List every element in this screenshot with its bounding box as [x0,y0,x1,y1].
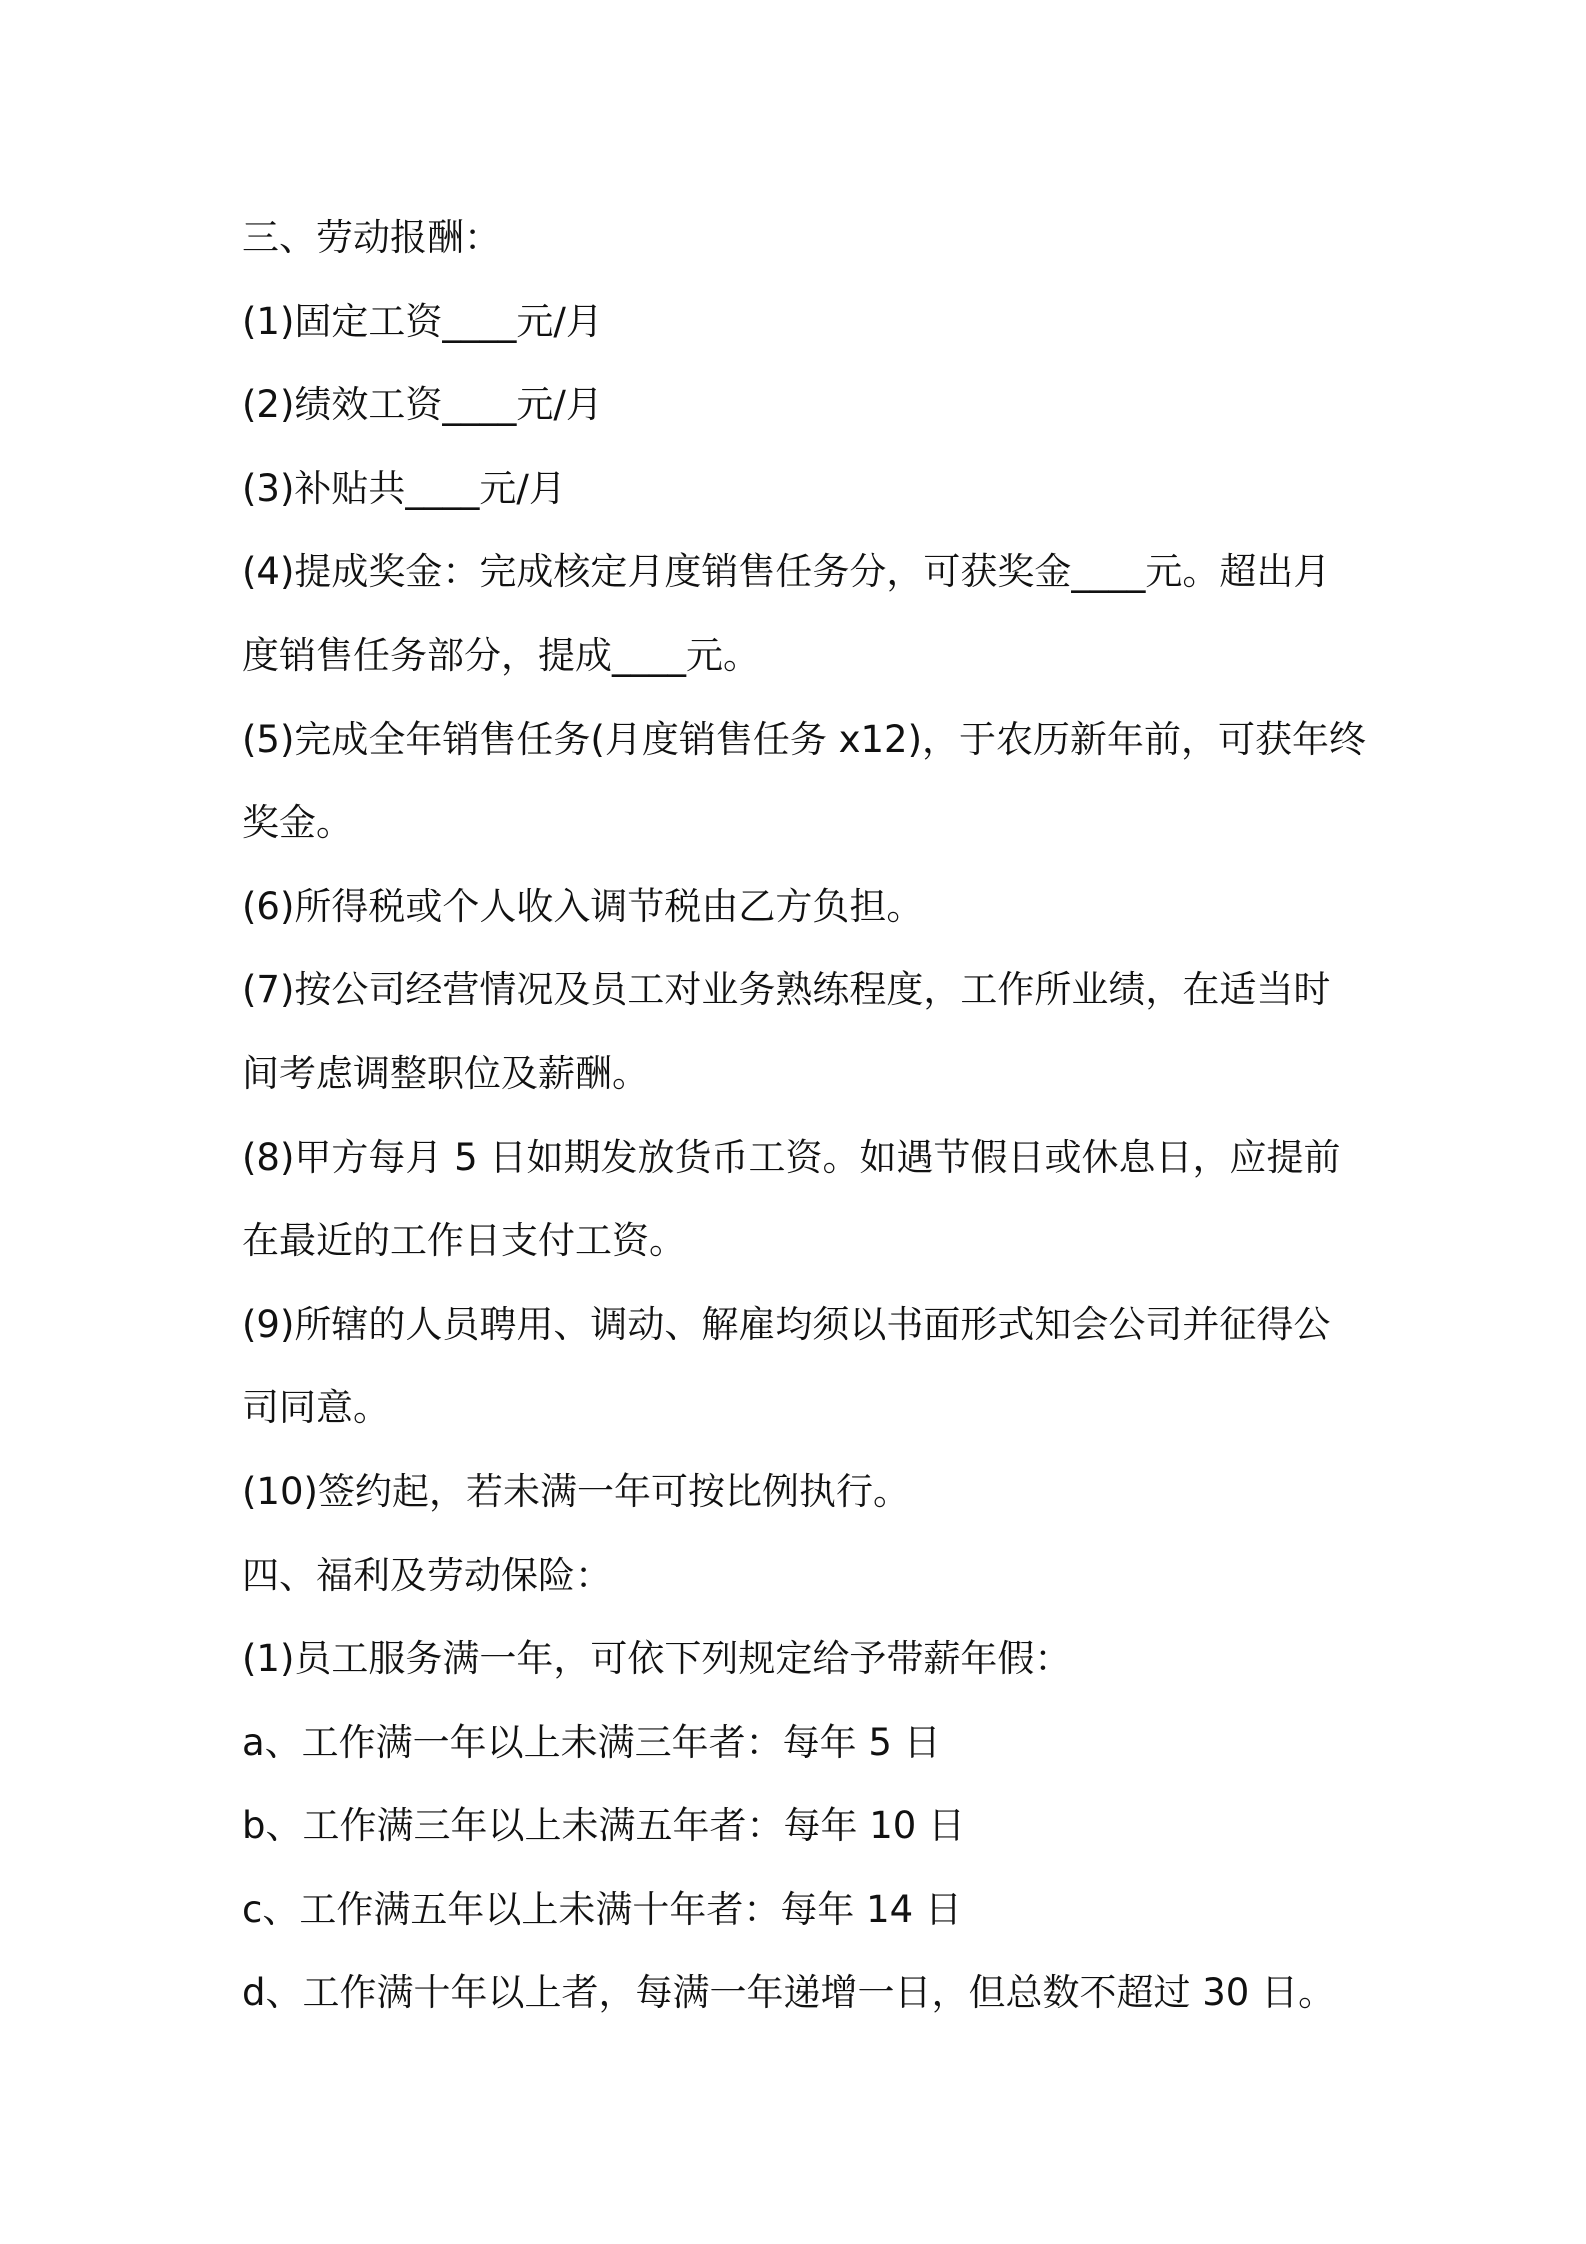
leave-rule-b: b、工作满三年以上未满五年者：每年 10 日 [242,1804,966,1848]
clause-fixed-salary: (1)固定工资____元/月 [242,299,603,343]
clause-staff-changes-cont: 司同意。 [242,1386,390,1430]
leave-rule-a: a、工作满一年以上未满三年者：每年 5 日 [242,1720,941,1764]
clause-pay-date: (8)甲方每月 5 日如期发放货币工资。如遇节假日或休息日，应提前 [242,1135,1341,1179]
clause-commission-bonus-cont: 度销售任务部分，提成____元。 [242,633,760,677]
clause-commission-bonus: (4)提成奖金：完成核定月度销售任务分，可获奖金____元。超出月 [242,550,1331,594]
clause-prorata: (10)签约起，若未满一年可按比例执行。 [242,1469,910,1513]
leave-rule-c: c、工作满五年以上未满十年者：每年 14 日 [242,1887,962,1931]
section-heading-compensation: 三、劳动报酬： [242,216,501,259]
clause-staff-changes: (9)所辖的人员聘用、调动、解雇均须以书面形式知会公司并征得公 [242,1302,1331,1346]
clause-pay-date-cont: 在最近的工作日支付工资。 [242,1219,686,1263]
clause-performance-salary: (2)绩效工资____元/月 [242,383,603,427]
clause-salary-adjustment-cont: 间考虑调整职位及薪酬。 [242,1051,649,1095]
clause-annual-bonus: (5)完成全年销售任务(月度销售任务 x12)，于农历新年前，可获年终 [242,717,1367,761]
clause-allowance: (3)补贴共____元/月 [242,466,566,510]
document-body [242,196,1367,2035]
leave-rule-d: d、工作满十年以上者，每满一年递增一日，但总数不超过 30 日。 [242,1971,1336,2015]
clause-income-tax: (6)所得税或个人收入调节税由乙方负担。 [242,884,924,928]
clause-annual-bonus-cont: 奖金。 [242,801,353,845]
clause-paid-leave: (1)员工服务满一年，可依下列规定给予带薪年假： [242,1637,1072,1681]
clause-salary-adjustment: (7)按公司经营情况及员工对业务熟练程度，工作所业绩，在适当时 [242,968,1331,1012]
section-heading-benefits: 四、福利及劳动保险： [242,1553,612,1597]
